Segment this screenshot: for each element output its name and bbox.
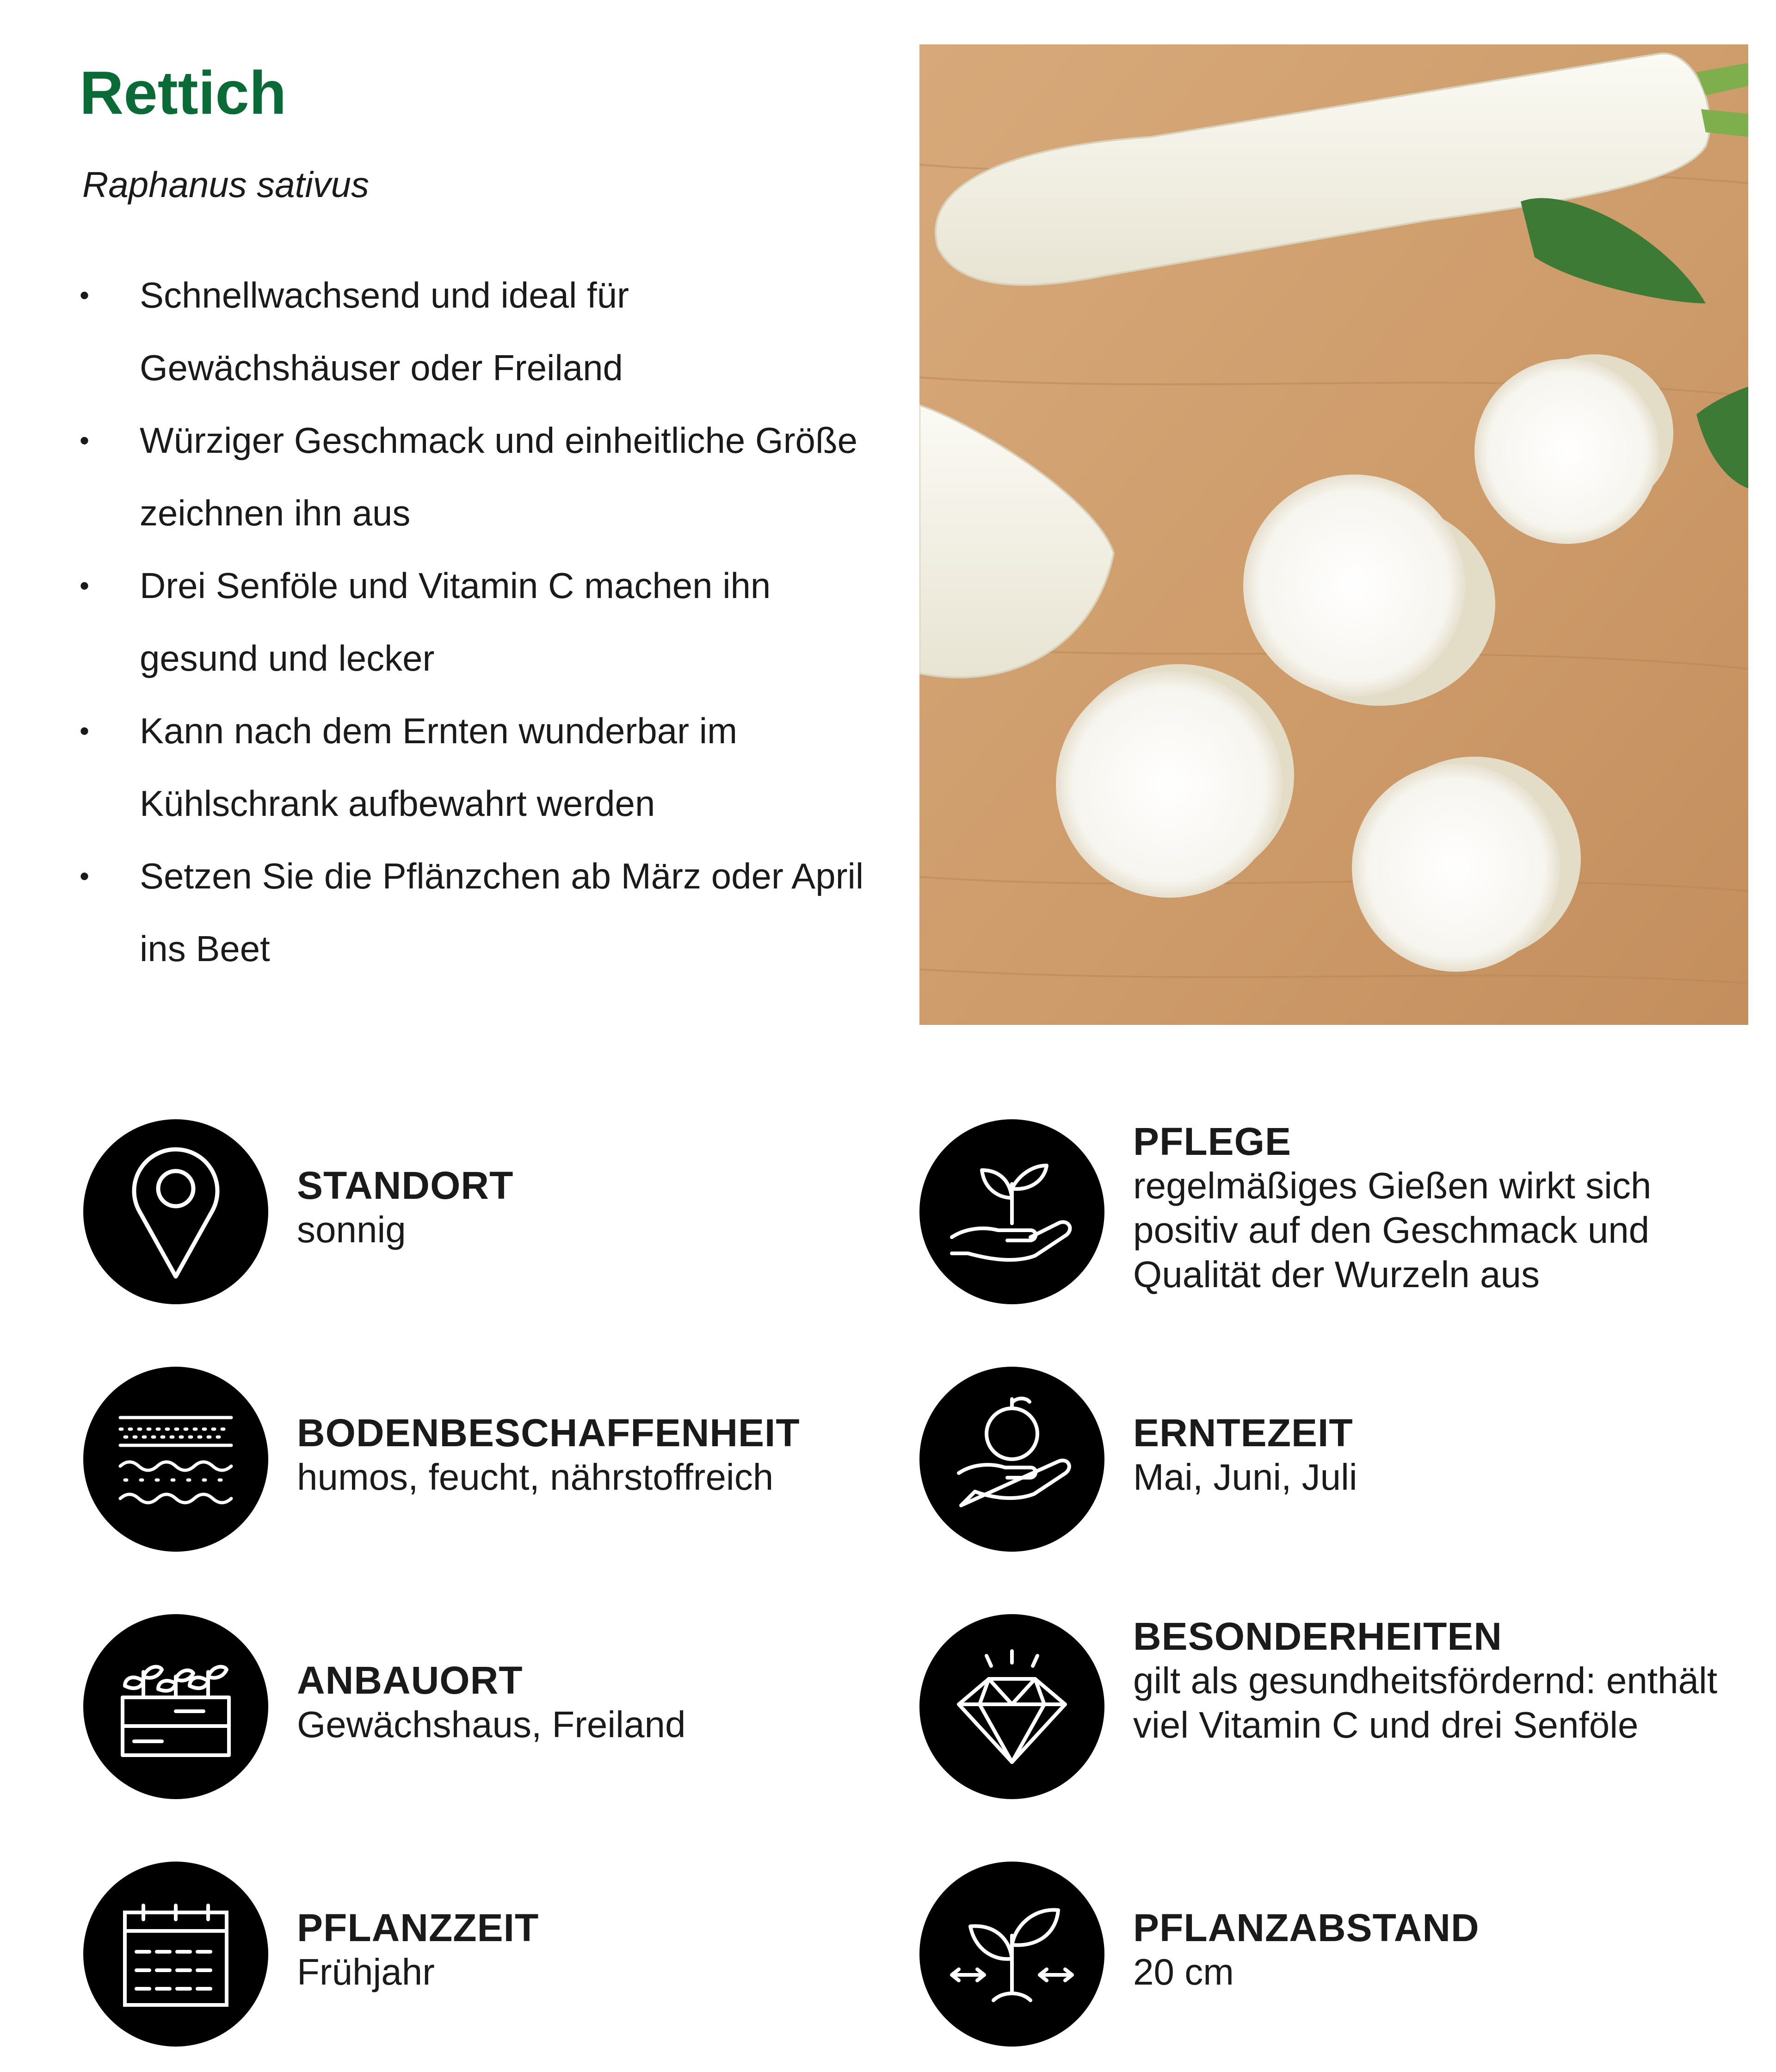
product-title: Rettich [80, 59, 287, 127]
location-pin-icon [83, 1119, 268, 1304]
info-value: humos, feucht, nährstoffreich [297, 1456, 774, 1498]
feature-item: • Drei Senföle und Vitamin C machen ihn gesund und lecker [80, 549, 889, 695]
feature-list [80, 259, 889, 985]
feature-item: • Schnellwachsend und ideal für Gewächshäuser oder Freiland [80, 259, 889, 404]
soil-layers-icon [83, 1367, 268, 1552]
feature-item: • Würziger Geschmack und einheitliche Größe zeichnen ihn aus [80, 404, 889, 549]
fruit-in-hand-icon [919, 1367, 1104, 1552]
plant-spacing-icon [919, 1862, 1104, 2047]
info-label: PFLANZZEIT [297, 1906, 539, 1949]
info-label: ANBAUORT [297, 1659, 523, 1702]
calendar-icon [83, 1862, 268, 2047]
feature-item: • Kann nach dem Ernten wunderbar im Kühlschrank aufbewahrt werden [80, 695, 889, 840]
info-value: Mai, Juni, Juli [1133, 1456, 1357, 1498]
diamond-icon [919, 1614, 1104, 1799]
radish-photo [919, 44, 1748, 1025]
seedling-in-hand-icon [919, 1119, 1104, 1304]
planter-box-icon [83, 1614, 268, 1799]
info-value: Frühjahr [297, 1951, 435, 1992]
info-value: regelmäßiges Gießen wirkt sich positiv auf den Geschmack und Qualität der Wurzeln aus [1133, 1165, 1652, 1295]
info-label: PFLANZABSTAND [1133, 1906, 1480, 1949]
info-label: ERNTEZEIT [1133, 1411, 1353, 1455]
feature-item: • Setzen Sie die Pflänzchen ab März oder April ins Beet [80, 840, 889, 985]
info-value: 20 cm [1133, 1951, 1234, 1992]
info-label: BODENBESCHAFFENHEIT [297, 1411, 800, 1455]
info-label: BESONDERHEITEN [1133, 1615, 1503, 1658]
info-value: Gewächshaus, Freiland [297, 1704, 686, 1745]
info-label: STANDORT [297, 1164, 514, 1207]
info-value: gilt als gesundheitsfördernd: enthält viel Vitamin C und drei Senföle [1133, 1660, 1718, 1745]
info-label: PFLEGE [1133, 1120, 1292, 1163]
latin-name: Raphanus sativus [82, 164, 370, 205]
info-value: sonnig [297, 1209, 406, 1250]
